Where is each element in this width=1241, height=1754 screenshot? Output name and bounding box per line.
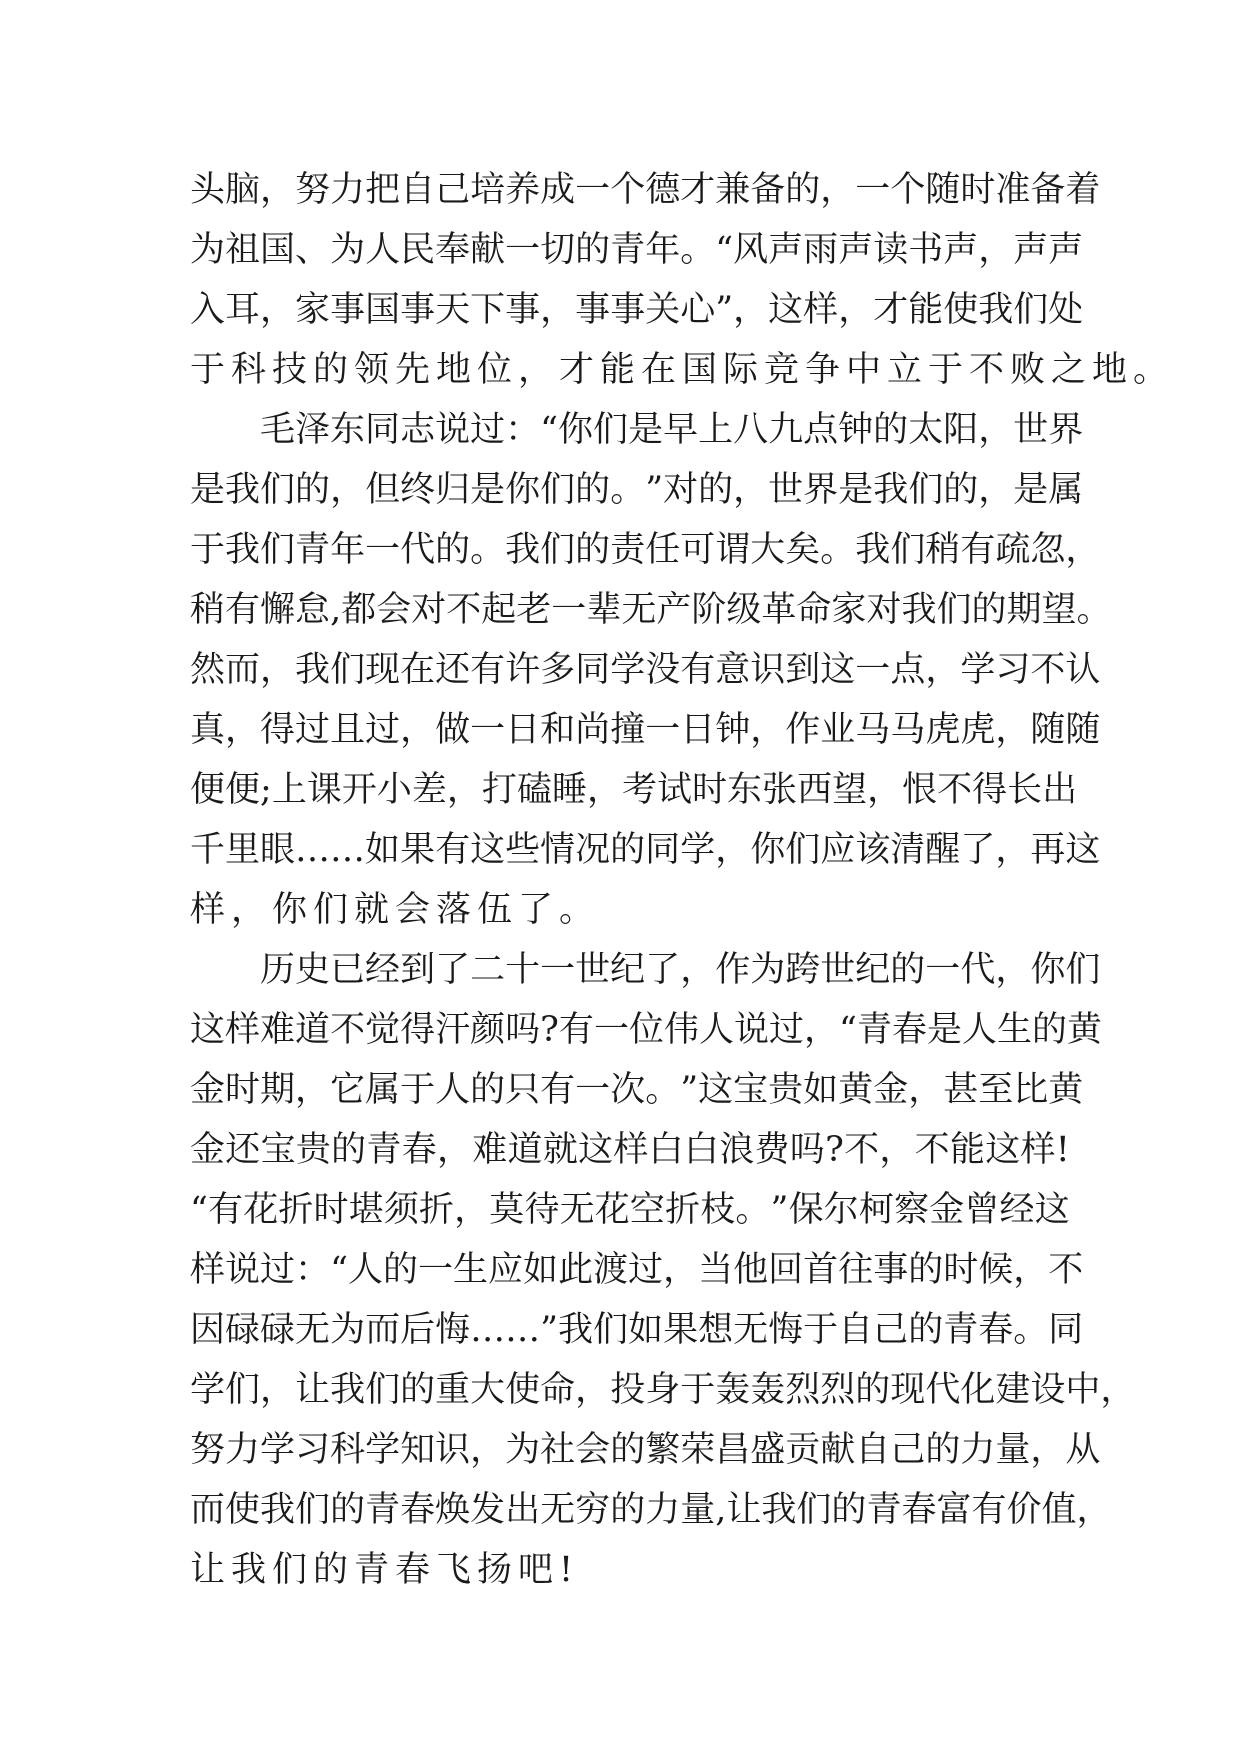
text-line: “ 有 花 折 时 堪 须 折 ， 莫 待 无 花 空 折 枝 。 ” 保 尔 柯 察 金 曾 经 这 (190, 1190, 1070, 1230)
text-line: 金 时 期 ， 它 属 于 人 的 只 有 一 次 。 ” 这 宝 贵 如 黄 金 ， 甚 至 比 黄 (190, 1070, 1084, 1110)
text-line: 千 里 眼 … … 如 果 有 这 些 情 况 的 同 学 ， 你 们 应 该 清 醒 了 ， 再 这 (190, 830, 1101, 870)
text-line: 历 史 已 经 到 了 二 十 一 世 纪 了 ， 作 为 跨 世 纪 的 一 代 ， 你 们 (260, 950, 1101, 990)
text-line: 学 们 ， 让 我 们 的 重 大 使 命 ， 投 身 于 轰 轰 烈 烈 的 现 代 化 建 设 中 ， (190, 1370, 1136, 1410)
text-line: 真 ， 得 过 且 过 ， 做 一 日 和 尚 撞 一 日 钟 ， 作 业 马 马 虎 虎 ， 随 随 (190, 710, 1101, 750)
text-line: 这 样 难 道 不 觉 得 汗 颜 吗 ? 有 一 位 伟 人 说 过 ， “ 青 春 是 人 生 的 黄 (190, 1010, 1103, 1050)
text-line: 金 还 宝 贵 的 青 春 ， 难 道 就 这 样 白 白 浪 费 吗 ? 不 ， 不 能 这 样 ! (190, 1130, 1070, 1170)
text-line: 是 我 们 的 ， 但 终 归 是 你 们 的 。 ” 对 的 ， 世 界 是 我 们 的 ， 是 属 (190, 470, 1084, 510)
text-line: 而 使 我 们 的 青 春 焕 发 出 无 穷 的 力 量 , 让 我 们 的 青 春 富 有 价 值 ， (190, 1490, 1112, 1530)
text-line: 让我们的青春飞扬吧! (190, 1550, 580, 1590)
body-text (190, 160, 1175, 1600)
text-line: 于科技的领先地位，才能在国际竞争中立于不败之地。 (190, 350, 1175, 390)
text-line: 于 我 们 青 年 一 代 的 。 我 们 的 责 任 可 谓 大 矣 。 我 们 稍 有 疏 忽 ， (190, 530, 1101, 570)
text-line: 头 脑 ， 努 力 把 自 己 培 养 成 一 个 德 才 兼 备 的 ， 一 个 随 时 准 备 着 (190, 170, 1101, 210)
text-line: 然 而 ， 我 们 现 在 还 有 许 多 同 学 没 有 意 识 到 这 一 点 ， 学 习 不 认 (190, 650, 1101, 690)
text-line: 毛 泽 东 同 志 说 过 ： “ 你 们 是 早 上 八 九 点 钟 的 太 阳 ， 世 界 (260, 410, 1084, 450)
text-line: 样 说 过 ： “ 人 的 一 生 应 如 此 渡 过 ， 当 他 回 首 往 事 的 时 候 ， 不 (190, 1250, 1084, 1290)
text-line: 便 便 ; 上 课 开 小 差 ， 打 磕 睡 ， 考 试 时 东 张 西 望 ， 恨 不 得 长 出 (190, 770, 1078, 810)
text-line: 为 祖 国 、 为 人 民 奉 献 一 切 的 青 年 。 “ 风 声 雨 声 读 书 声 ， 声 声 (190, 230, 1084, 270)
text-line: 努 力 学 习 科 学 知 识 ， 为 社 会 的 繁 荣 昌 盛 贡 献 自 己 的 力 量 ， 从 (190, 1430, 1101, 1470)
text-line: 入 耳 ， 家 事 国 事 天 下 事 ， 事 事 关 心 ” ， 这 样 ， 才 能 使 我 们 处 (190, 290, 1084, 330)
text-line: 样，你们就会落伍了。 (190, 890, 601, 930)
text-line: 因 碌 碌 无 为 而 后 悔 … … ” 我 们 如 果 想 无 悔 于 自 己 的 青 春 。 同 (190, 1310, 1084, 1350)
text-line: 稍 有 懈 怠 , 都 会 对 不 起 老 一 辈 无 产 阶 级 革 命 家 对 我 们 的 期 望 。 (190, 590, 1112, 630)
